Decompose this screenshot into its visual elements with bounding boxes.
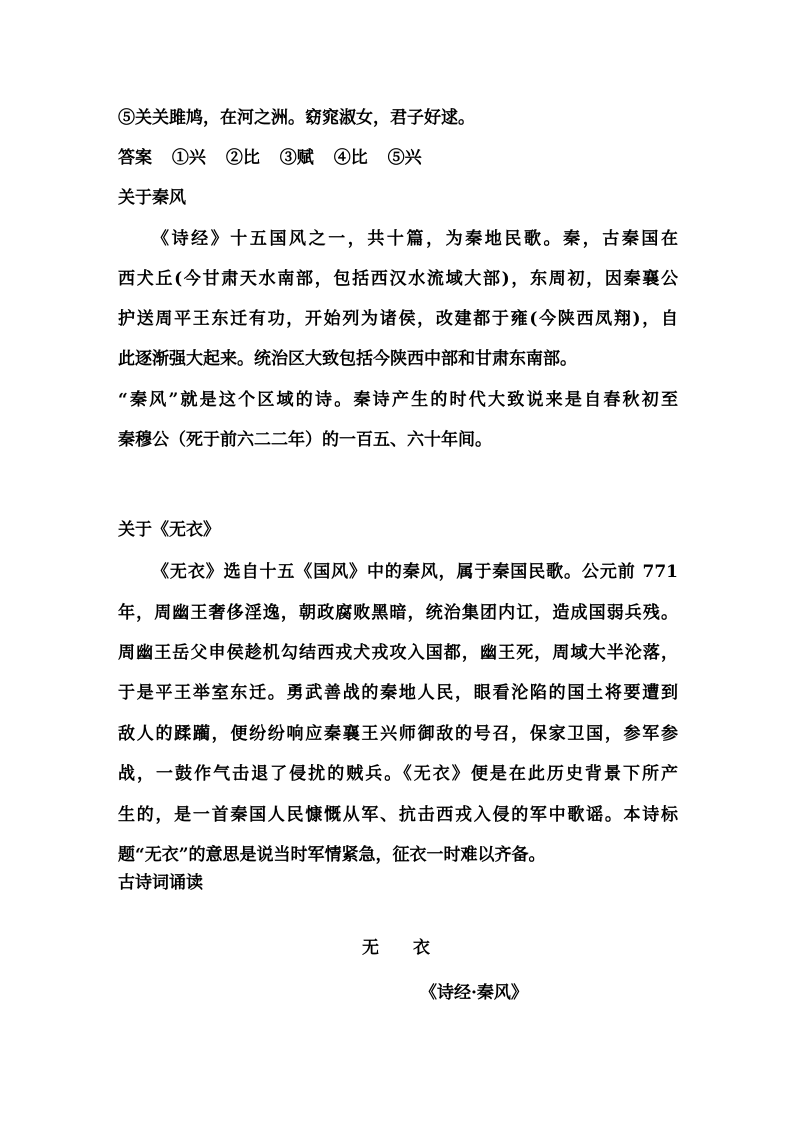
paragraph-line: 于是平王举室东迁。勇武善战的秦地人民，眼看沦陷的国土将要遭到	[118, 683, 678, 703]
paragraph-line: 《无衣》选自十五《国风》中的秦风，属于秦国民歌。公元前 771	[152, 562, 678, 582]
answer-item: ④比	[333, 148, 368, 168]
poem-source: 《诗经·秦风》	[420, 983, 528, 1003]
paragraph-line: 秦穆公（死于前六二二年）的一百五、六十年间。	[118, 430, 492, 450]
paragraph-line: “秦风”就是这个区域的诗。秦诗产生的时代大致说来是自春秋初至	[118, 390, 678, 410]
answer-line	[118, 148, 436, 168]
answer-item: ③赋	[279, 148, 314, 168]
paragraph-line: 《诗经》十五国风之一，共十篇，为秦地民歌。秦，古秦国在	[152, 229, 678, 249]
paragraph-line: 护送周平王东迁有功，开始列为诸侯，改建都于雍(今陕西凤翔)，自	[118, 309, 678, 329]
paragraph-line: 此逐渐强大起来。统治区大致包括今陕西中部和甘肃东南部。	[118, 349, 577, 369]
paragraph-line: 题“无衣”的意思是说当时军情紧急，征衣一时难以齐备。	[118, 845, 546, 865]
paragraph-line: 战，一鼓作气击退了侵扰的贼兵。《无衣》便是在此历史背景下所产	[118, 764, 678, 784]
example-line: ⑤关关雎鸠，在河之洲。窈窕淑女，君子好逑。	[118, 108, 475, 128]
paragraph-line: 西犬丘(今甘肃天水南部，包括西汉水流域大部)，东周初，因秦襄公	[118, 269, 678, 289]
paragraph-line: 敌人的蹂躏，便纷纷响应秦襄王兴师御敌的号召，保家卫国，参军参	[118, 724, 678, 744]
paragraph-line: 生的，是一首秦国人民慷慨从军、抗击西戎入侵的军中歌谣。本诗标	[118, 805, 678, 825]
section-heading: 关于秦风	[118, 188, 186, 208]
paragraph-line: 年，周幽王奢侈淫逸，朝政腐败黑暗，统治集团内讧，造成国弱兵残。	[118, 603, 678, 623]
answer-item: ①兴	[171, 148, 206, 168]
section-heading: 关于《无衣》	[118, 520, 220, 540]
poem-title: 无 衣	[362, 938, 430, 958]
section-heading: 古诗词诵读	[118, 873, 203, 893]
answer-label: 答案	[118, 148, 152, 168]
paragraph-line: 周幽王岳父申侯趁机勾结西戎犬戎攻入国都，幽王死，周域大半沦落，	[118, 643, 678, 663]
answer-item: ②比	[225, 148, 260, 168]
answer-item: ⑤兴	[387, 148, 422, 168]
